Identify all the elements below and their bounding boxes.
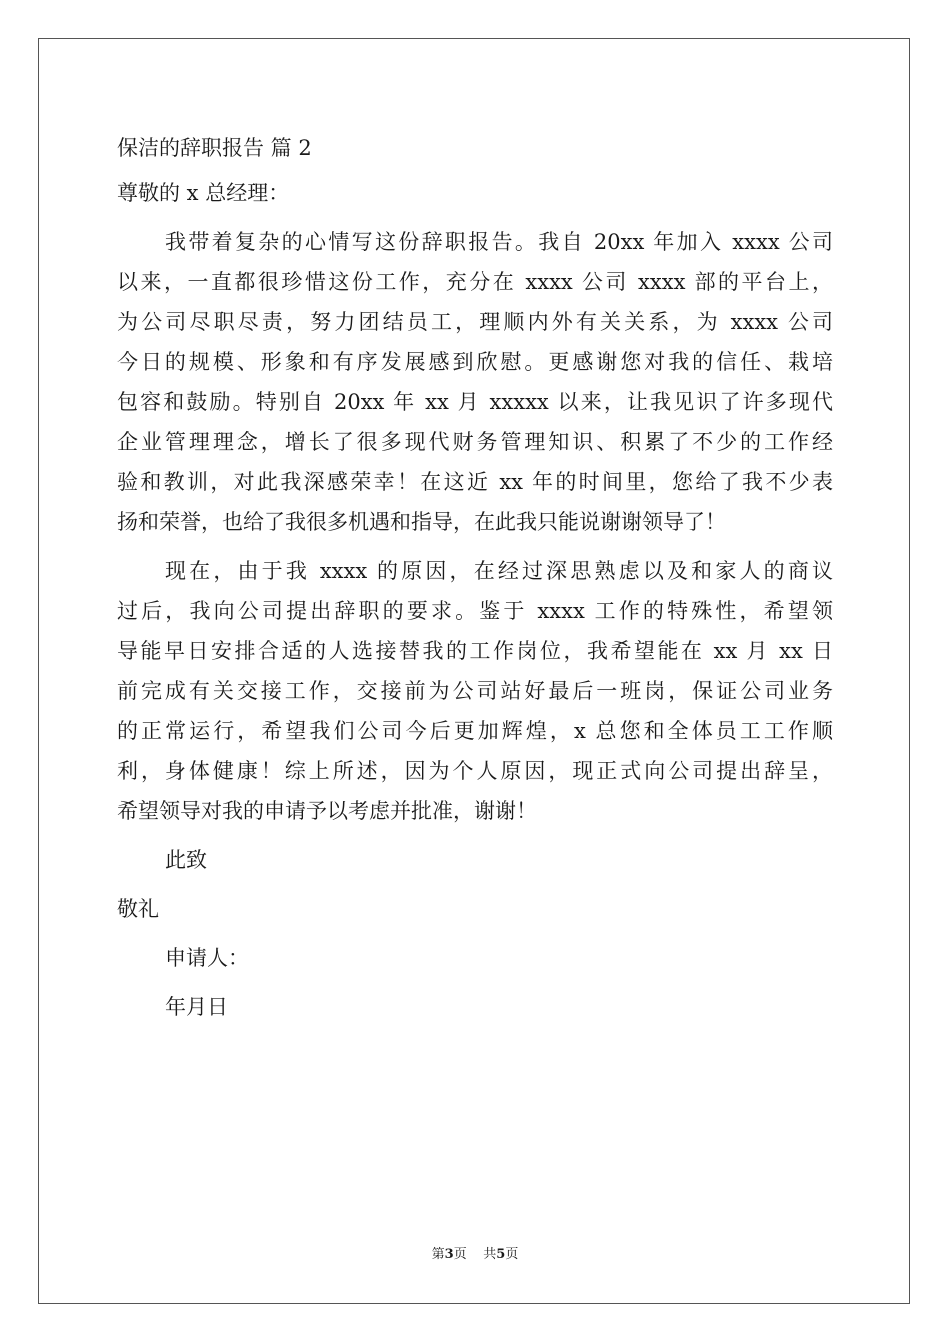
paragraph-line: 过后，我向公司提出辞职的要求。鉴于 xxxx 工作的特殊性，希望领 [117, 599, 833, 623]
date-label: 年月日 [165, 995, 228, 1019]
paragraph-line: 我带着复杂的心情写这份辞职报告。我自 20xx 年加入 xxxx 公司 [165, 230, 833, 254]
paragraph-line: 以来，一直都很珍惜这份工作，充分在 xxxx 公司 xxxx 部的平台上， [117, 270, 833, 294]
paragraph-line: 包容和鼓励。特别自 20xx 年 xx 月 xxxxx 以来，让我见识了许多现代 [117, 390, 833, 414]
closing-text: 此致 [165, 848, 207, 872]
paragraph-1 [117, 222, 833, 542]
paragraph-line: 利，身体健康！综上所述，因为个人原因，现正式向公司提出辞呈， [117, 759, 833, 783]
paragraph-line: 导能早日安排合适的人选接替我的工作岗位，我希望能在 xx 月 xx 日 [117, 639, 833, 663]
page-footer [0, 1245, 950, 1265]
paragraph-line: 企业管理理念，增长了很多现代财务管理知识、积累了不少的工作经 [117, 430, 833, 454]
total-page-number: 5 [496, 1247, 506, 1262]
paragraph-line: 扬和荣誉，也给了我很多机遇和指导，在此我只能说谢谢领导了！ [117, 510, 726, 534]
paragraph-line: 前完成有关交接工作，交接前为公司站好最后一班岗，保证公司业务 [117, 679, 833, 703]
total-prefix: 共 [483, 1247, 497, 1262]
paragraph-line: 今日的规模、形象和有序发展感到欣慰。更感谢您对我的信任、栽培 [117, 350, 833, 374]
paragraph-line: 为公司尽职尽责，努力团结员工，理顺内外有关关系，为 xxxx 公司 [117, 310, 833, 334]
page-suffix: 页 [453, 1247, 467, 1262]
regards-text: 敬礼 [117, 897, 159, 921]
applicant-label: 申请人： [165, 946, 249, 970]
document-title: 保洁的辞职报告 篇 2 [117, 136, 312, 160]
paragraph-line: 的正常运行，希望我们公司今后更加辉煌，x 总您和全体员工工作顺 [117, 719, 833, 743]
paragraph-line: 希望领导对我的申请予以考虑并批准，谢谢！ [117, 799, 537, 823]
paragraph-line: 验和教训，对此我深感荣幸！在这近 xx 年的时间里，您给了我不少表 [117, 470, 833, 494]
document-body [117, 128, 833, 1027]
total-suffix: 页 [505, 1247, 519, 1262]
salutation: 尊敬的 x 总经理： [117, 181, 290, 205]
paragraph-line: 现在，由于我 xxxx 的原因，在经过深思熟虑以及和家人的商议 [165, 559, 833, 583]
paragraph-2 [117, 551, 833, 831]
current-page-number: 3 [444, 1247, 454, 1262]
page-prefix: 第 [431, 1247, 445, 1262]
